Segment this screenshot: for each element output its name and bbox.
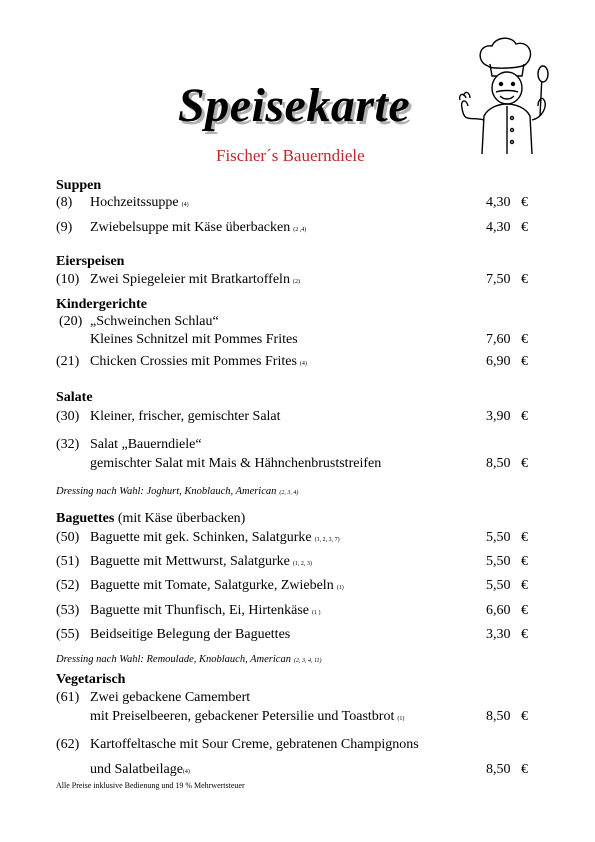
item-number: (32) [56,437,80,452]
menu-item [56,220,306,236]
section-heading-kindergerichte: Kindergerichte [56,297,147,312]
section-heading-note: (mit Käse überbacken) [117,511,246,526]
menu-item [56,354,307,370]
dressing-note [56,486,298,497]
item-number: (51) [56,554,80,569]
dressing-text: Dressing nach Wahl: Remoulade, Knoblauch, American [56,654,291,665]
item-number: (8) [56,195,73,210]
item-name: „Schweinchen Schlau“ [90,314,219,329]
allergen-codes: (4) [299,361,307,367]
allergen-codes: (1, 2, 3) [292,561,312,567]
item-price: 5,50 [486,554,511,569]
menu-item-description [56,709,404,725]
item-price: 3,30 [486,627,511,642]
menu-item [56,690,250,706]
allergen-codes: (4) [181,202,189,208]
item-name: Baguette mit Mettwurst, Salatgurke [90,554,290,569]
allergen-codes: (2 ,4) [293,227,307,233]
item-number: (62) [56,737,80,752]
section-heading-baguettes: Baguettes [56,511,115,526]
section-heading-eierspeisen: Eierspeisen [56,254,125,269]
allergen-codes: (4) [182,769,190,775]
currency-symbol: € [521,709,528,724]
item-number: (52) [56,578,80,593]
allergen-codes: (2, 3, 4) [279,490,299,496]
dressing-note [56,654,322,665]
item-name: Beidseitige Belegung der Baguettes [90,627,291,642]
item-price: 8,50 [486,709,511,724]
item-price: 8,50 [486,456,511,471]
allergen-codes: (1, 2, 3, 7) [314,537,340,543]
allergen-codes: (1 ) [312,610,321,616]
currency-symbol: € [521,603,528,618]
item-price: 5,50 [486,578,511,593]
currency-symbol: € [521,195,528,210]
dressing-text: Dressing nach Wahl: Joghurt, Knoblauch, American [56,486,277,497]
section-heading-suppen: Suppen [56,178,102,193]
allergen-codes: (1) [336,585,344,591]
allergen-codes: (2) [292,279,300,285]
currency-symbol: € [521,554,528,569]
allergen-codes: (1) [397,716,405,722]
allergen-codes: (2, 3, 4, 11) [293,658,322,664]
menu-item-description [56,762,190,778]
currency-symbol: € [521,409,528,424]
item-number: (61) [56,690,80,705]
item-number: (9) [56,220,73,235]
item-number: (10) [56,272,80,287]
item-description: gemischter Salat mit Mais & Hähnchenbruststreifen [90,456,382,471]
section-heading-baguettes-row [56,511,245,527]
item-price: 8,50 [486,762,511,777]
currency-symbol: € [521,354,528,369]
item-name: Salat „Bauerndiele“ [90,437,202,452]
menu-item [56,603,321,619]
section-heading-salate: Salate [56,390,93,405]
item-name: Baguette mit Tomate, Salatgurke, Zwiebeln [90,578,334,593]
item-price: 4,30 [486,195,511,210]
menu-item [56,737,419,753]
item-name: Baguette mit Thunfisch, Ei, Hirtenkäse [90,603,310,618]
menu-item [56,554,312,570]
menu-item [56,578,344,594]
item-number: (55) [56,627,80,642]
item-price: 4,30 [486,220,511,235]
item-description: und Salatbeilage [90,762,183,777]
item-price: 7,50 [486,272,511,287]
section-heading-vegetarisch: Vegetarisch [56,672,126,687]
currency-symbol: € [521,220,528,235]
tax-footnote: Alle Preise inklusive Bedienung und 19 % Mehrwertsteuer [56,781,245,790]
item-number: (20) [59,314,83,329]
item-name: Chicken Crossies mit Pommes Frites [90,354,297,369]
item-name: Zwei Spiegeleier mit Bratkartoffeln [90,272,290,287]
restaurant-name: Fischer´s Bauerndiele [216,146,365,165]
menu-item [56,314,219,330]
item-price: 7,60 [486,332,511,347]
currency-symbol: € [521,762,528,777]
item-price: 5,50 [486,530,511,545]
menu-item [56,530,340,546]
item-number: (50) [56,530,80,545]
menu-item [56,195,189,211]
item-price: 3,90 [486,409,511,424]
item-price: 6,60 [486,603,511,618]
menu-item [56,627,290,643]
item-number: (30) [56,409,80,424]
menu-item [56,409,281,425]
menu-item [56,437,202,453]
currency-symbol: € [521,332,528,347]
item-name: Zwei gebackene Camembert [90,690,251,705]
menu-item-description [56,456,381,472]
item-name: Zwiebelsuppe mit Käse überbacken [90,220,291,235]
menu-item [56,272,300,288]
item-name: Kleiner, frischer, gemischter Salat [90,409,281,424]
currency-symbol: € [521,578,528,593]
menu-item-description [56,332,298,348]
currency-symbol: € [521,627,528,642]
currency-symbol: € [521,456,528,471]
item-number: (53) [56,603,80,618]
item-number: (21) [56,354,80,369]
item-description: Kleines Schnitzel mit Pommes Frites [90,332,298,347]
item-name: Kartoffeltasche mit Sour Creme, gebratenen Champignons [90,737,419,752]
currency-symbol: € [521,272,528,287]
chef-icon [452,36,562,154]
currency-symbol: € [521,530,528,545]
page-title: Speisekarte [178,79,411,132]
item-price: 6,90 [486,354,511,369]
item-name: Baguette mit gek. Schinken, Salatgurke [90,530,312,545]
item-description: mit Preiselbeeren, gebackener Petersilie und Toastbrot [90,709,395,724]
item-name: Hochzeitssuppe [90,195,179,210]
